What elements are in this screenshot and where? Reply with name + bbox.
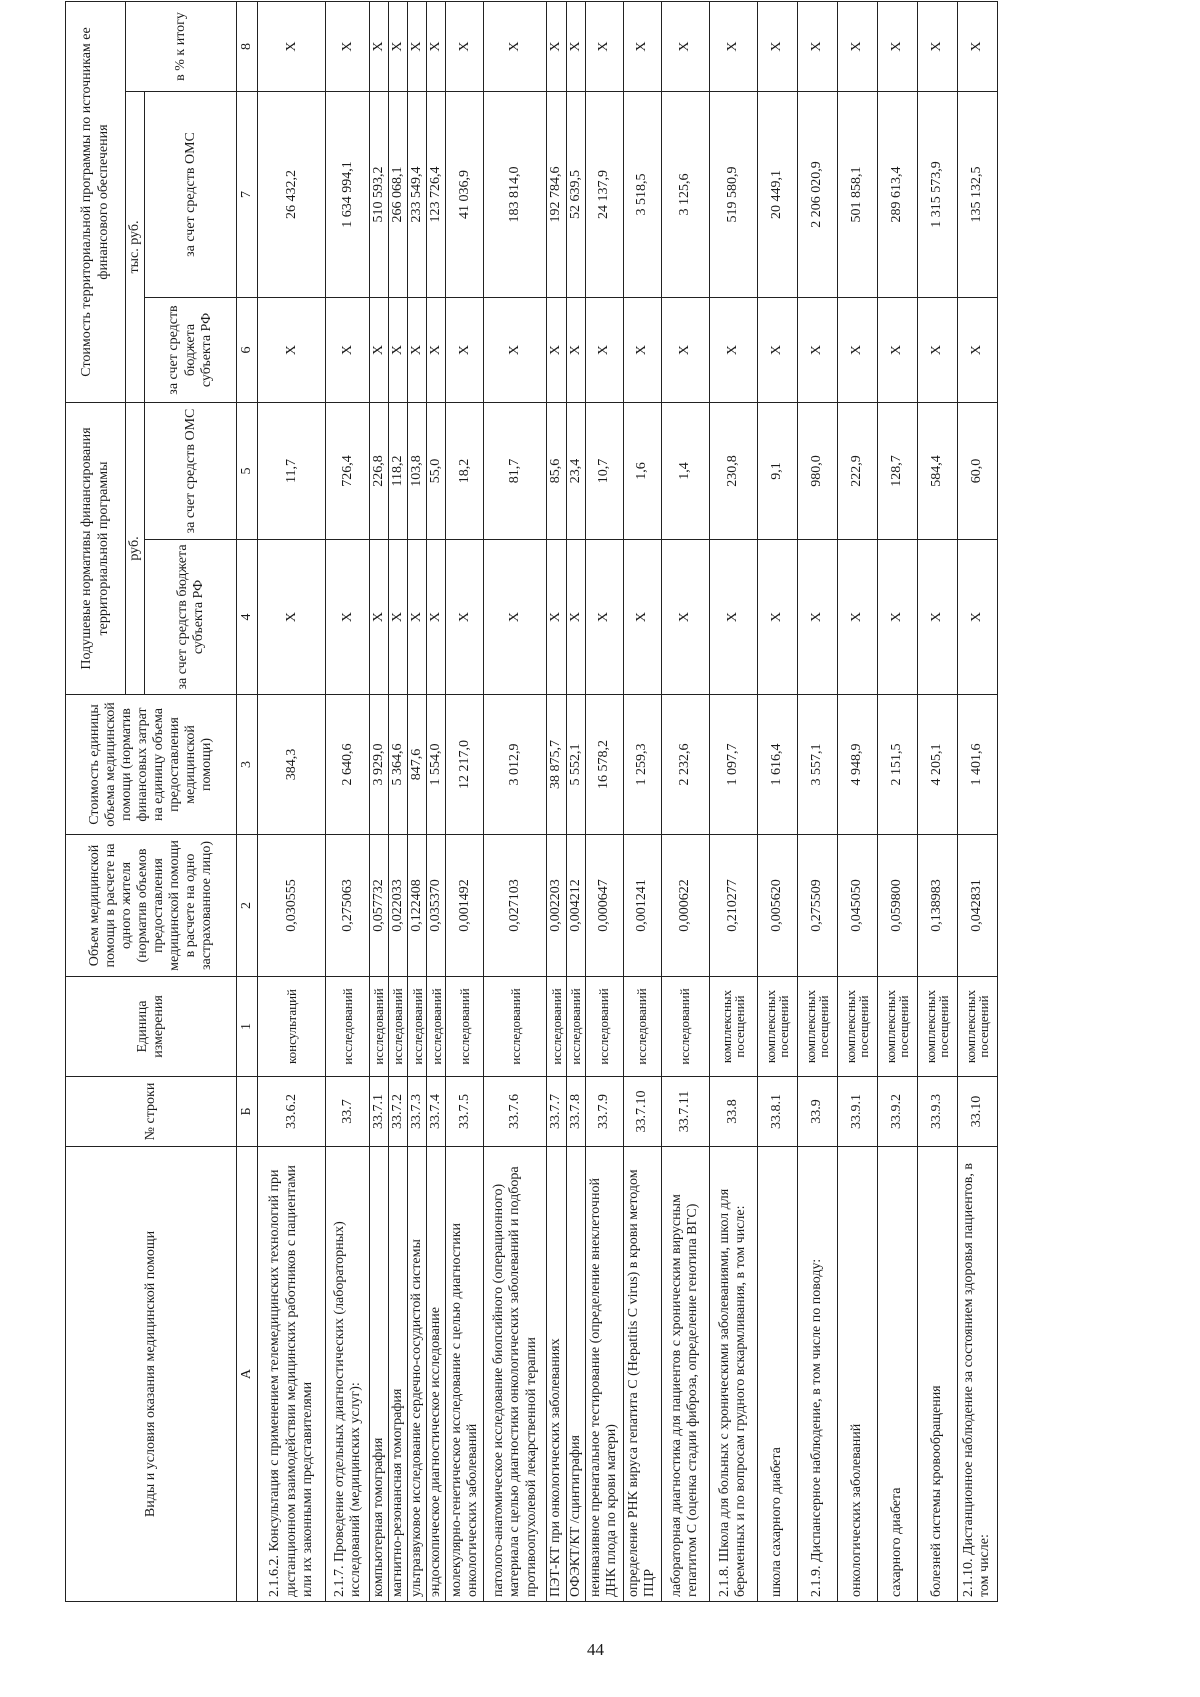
row-name: эндоскопическое диагностическое исследование — [427, 1147, 446, 1602]
row-name: сахарного диабета — [877, 1147, 917, 1602]
row-unit-cost: 12 217,0 — [446, 695, 484, 835]
table-row — [877, 1, 917, 1601]
program-cost-table — [65, 1, 998, 1602]
table-body — [258, 1, 998, 1601]
row-volume: 0,030555 — [258, 835, 326, 977]
row-line-number: 33.6.2 — [258, 1077, 326, 1147]
table-row — [484, 1, 547, 1601]
row-cost-budget: Х — [585, 298, 623, 403]
table-row — [837, 1, 877, 1601]
row-name: молекулярно-генетическое исследование с целью диагностики онкологических заболеваний — [446, 1147, 484, 1602]
row-norm-budget: Х — [370, 540, 389, 695]
row-cost-oms: 26 432,2 — [258, 92, 326, 298]
row-unit: консультаций — [258, 977, 326, 1077]
row-unit: комплексных посещений — [917, 977, 957, 1077]
header-percent: в % к итогу — [126, 1, 237, 91]
row-percent: Х — [917, 1, 957, 91]
row-volume: 0,004212 — [566, 835, 585, 977]
row-unit-cost: 3 929,0 — [370, 695, 389, 835]
row-norm-budget: Х — [547, 540, 566, 695]
row-cost-budget: Х — [837, 298, 877, 403]
row-norm-oms: 726,4 — [326, 403, 370, 540]
row-percent: Х — [446, 1, 484, 91]
table-row — [326, 1, 370, 1601]
row-line-number: 33.9.3 — [917, 1077, 957, 1147]
column-number: 8 — [237, 1, 258, 91]
row-cost-budget: Х — [427, 298, 446, 403]
row-percent: Х — [370, 1, 389, 91]
row-line-number: 33.7.5 — [446, 1077, 484, 1147]
row-norm-oms: 584,4 — [917, 403, 957, 540]
row-unit-cost: 1 554,0 — [427, 695, 446, 835]
table-row — [370, 1, 389, 1601]
row-volume: 0,138983 — [917, 835, 957, 977]
row-unit: исследований — [661, 977, 709, 1077]
row-unit-cost: 1 616,4 — [757, 695, 797, 835]
row-volume: 0,275509 — [797, 835, 837, 977]
table-row — [566, 1, 585, 1601]
table-row — [408, 1, 427, 1601]
row-unit-cost: 38 875,7 — [547, 695, 566, 835]
row-norm-oms: 226,8 — [370, 403, 389, 540]
column-number: 5 — [237, 403, 258, 540]
row-unit: комплексных посещений — [837, 977, 877, 1077]
row-cost-oms: 266 068,1 — [389, 92, 408, 298]
column-number: Б — [237, 1077, 258, 1147]
row-percent: Х — [661, 1, 709, 91]
row-percent: Х — [709, 1, 757, 91]
row-unit-cost: 1 401,6 — [957, 695, 997, 835]
row-cost-budget: Х — [566, 298, 585, 403]
row-name: болезней системы кровообращения — [917, 1147, 957, 1602]
row-line-number: 33.9.2 — [877, 1077, 917, 1147]
row-line-number: 33.7.11 — [661, 1077, 709, 1147]
row-norm-oms: 18,2 — [446, 403, 484, 540]
row-cost-budget: Х — [797, 298, 837, 403]
row-name: школа сахарного диабета — [757, 1147, 797, 1602]
row-norm-budget: Х — [757, 540, 797, 695]
column-number-row — [237, 1, 258, 1601]
row-name: определение РНК вируса гепатита С (Hepatitis C virus) в крови методом ПЦР — [623, 1147, 661, 1602]
row-volume: 0,005620 — [757, 835, 797, 977]
row-norm-oms: 85,6 — [547, 403, 566, 540]
row-name: патолого-анатомическое исследование биопсийного (операционного) материала с целью диагностики онкологических заболеваний и подбора противоопухолевой лекарственной терапии — [484, 1147, 547, 1602]
row-volume: 0,042831 — [957, 835, 997, 977]
row-norm-budget: Х — [837, 540, 877, 695]
row-norm-budget: Х — [585, 540, 623, 695]
row-volume: 0,022033 — [389, 835, 408, 977]
row-unit-cost: 5 552,1 — [566, 695, 585, 835]
row-cost-oms: 501 858,1 — [837, 92, 877, 298]
row-cost-budget: Х — [661, 298, 709, 403]
table-row — [623, 1, 661, 1601]
header-norm-budget: за счет средств бюджета субъекта РФ — [145, 540, 237, 695]
column-number: 3 — [237, 695, 258, 835]
row-cost-budget: Х — [370, 298, 389, 403]
row-unit-cost: 847,6 — [408, 695, 427, 835]
row-percent: Х — [585, 1, 623, 91]
row-cost-oms: 41 036,9 — [446, 92, 484, 298]
row-unit-cost: 2 640,6 — [326, 695, 370, 835]
row-line-number: 33.7.4 — [427, 1077, 446, 1147]
row-percent: Х — [547, 1, 566, 91]
table-row — [427, 1, 446, 1601]
row-line-number: 33.7.2 — [389, 1077, 408, 1147]
row-norm-oms: 118,2 — [389, 403, 408, 540]
row-norm-budget: Х — [661, 540, 709, 695]
row-cost-oms: 52 639,5 — [566, 92, 585, 298]
row-volume: 0,035370 — [427, 835, 446, 977]
row-norm-budget: Х — [709, 540, 757, 695]
row-cost-budget: Х — [877, 298, 917, 403]
row-percent: Х — [877, 1, 917, 91]
row-line-number: 33.7.7 — [547, 1077, 566, 1147]
row-norm-budget: Х — [917, 540, 957, 695]
row-line-number: 33.7.8 — [566, 1077, 585, 1147]
row-unit-cost: 4 205,1 — [917, 695, 957, 835]
row-cost-budget: Х — [389, 298, 408, 403]
table-row — [661, 1, 709, 1601]
column-number: 4 — [237, 540, 258, 695]
row-unit: исследований — [326, 977, 370, 1077]
header-cost-oms: за счет средств ОМС — [145, 92, 237, 298]
row-percent: Х — [837, 1, 877, 91]
header-group-cost: Стоимость территориальной программы по источникам ее финансового обеспечения — [66, 1, 126, 402]
table-row — [547, 1, 566, 1601]
row-unit-cost: 1 259,3 — [623, 695, 661, 835]
row-norm-oms: 222,9 — [837, 403, 877, 540]
row-volume: 0,000647 — [585, 835, 623, 977]
row-name: 2.1.8. Школа для больных с хроническими заболеваниями, школ для беременных и по вопросам грудного вскармливания, в том числе: — [709, 1147, 757, 1602]
row-percent: Х — [484, 1, 547, 91]
row-volume: 0,059800 — [877, 835, 917, 977]
row-unit-cost: 5 364,6 — [389, 695, 408, 835]
row-volume: 0,275063 — [326, 835, 370, 977]
row-percent: Х — [258, 1, 326, 91]
row-volume: 0,002203 — [547, 835, 566, 977]
row-cost-oms: 289 613,4 — [877, 92, 917, 298]
row-norm-oms: 103,8 — [408, 403, 427, 540]
row-line-number: 33.7.10 — [623, 1077, 661, 1147]
row-unit: комплексных посещений — [757, 977, 797, 1077]
row-norm-budget: Х — [484, 540, 547, 695]
row-cost-oms: 192 784,6 — [547, 92, 566, 298]
row-cost-oms: 519 580,9 — [709, 92, 757, 298]
column-number: 2 — [237, 835, 258, 977]
row-unit-cost: 2 151,5 — [877, 695, 917, 835]
row-unit: комплексных посещений — [709, 977, 757, 1077]
table-row — [917, 1, 957, 1601]
header-norm-oms: за счет средств ОМС — [145, 403, 237, 540]
row-cost-budget: Х — [484, 298, 547, 403]
row-unit-cost: 1 097,7 — [709, 695, 757, 835]
header-volume: Объем медицинской помощи в расчете на одного жителя (норматив объемов предоставления медицинской помощи в расчете на одно застрахованное лицо) — [66, 835, 237, 977]
row-percent: Х — [427, 1, 446, 91]
row-cost-budget: Х — [917, 298, 957, 403]
row-norm-budget: Х — [427, 540, 446, 695]
table-row — [757, 1, 797, 1601]
row-volume: 0,000622 — [661, 835, 709, 977]
row-name: неинвазивное пренатальное тестирование (определение внеклеточной ДНК плода по крови матери) — [585, 1147, 623, 1602]
row-norm-oms: 1,4 — [661, 403, 709, 540]
row-norm-budget: Х — [408, 540, 427, 695]
row-cost-budget: Х — [258, 298, 326, 403]
row-percent: Х — [408, 1, 427, 91]
row-volume: 0,001492 — [446, 835, 484, 977]
row-norm-oms: 1,6 — [623, 403, 661, 540]
row-norm-oms: 10,7 — [585, 403, 623, 540]
row-norm-oms: 81,7 — [484, 403, 547, 540]
row-line-number: 33.7.3 — [408, 1077, 427, 1147]
row-unit: исследований — [408, 977, 427, 1077]
row-percent: Х — [757, 1, 797, 91]
table-row — [709, 1, 757, 1601]
row-percent: Х — [623, 1, 661, 91]
row-cost-oms: 1 315 573,9 — [917, 92, 957, 298]
row-norm-budget: Х — [446, 540, 484, 695]
row-norm-budget: Х — [566, 540, 585, 695]
header-group-normatives: Подушевые нормативы финансирования территориальной программы — [66, 403, 126, 695]
column-number: 7 — [237, 92, 258, 298]
row-name: лабораторная диагностика для пациентов с хроническим вирусным гепатитом С (оценка стадии фиброза, определение генотипа ВГС) — [661, 1147, 709, 1602]
row-cost-oms: 183 814,0 — [484, 92, 547, 298]
row-cost-budget: Х — [623, 298, 661, 403]
row-cost-oms: 3 125,6 — [661, 92, 709, 298]
table-header — [66, 1, 258, 1601]
row-line-number: 33.7.1 — [370, 1077, 389, 1147]
row-norm-oms: 128,7 — [877, 403, 917, 540]
row-norm-oms: 9,1 — [757, 403, 797, 540]
row-cost-budget: Х — [957, 298, 997, 403]
row-unit: исследований — [370, 977, 389, 1077]
header-unit-cost: Стоимость единицы объема медицинской помощи (норматив финансовых затрат на единицу объема предоставления медицинской помощи) — [66, 695, 237, 835]
row-volume: 0,210277 — [709, 835, 757, 977]
row-norm-budget: Х — [258, 540, 326, 695]
row-unit: исследований — [566, 977, 585, 1077]
row-cost-budget: Х — [326, 298, 370, 403]
column-number: 6 — [237, 298, 258, 403]
table-row — [797, 1, 837, 1601]
header-cost-budget: за счет средств бюджета субъекта РФ — [145, 298, 237, 403]
row-cost-budget: Х — [709, 298, 757, 403]
row-norm-budget: Х — [389, 540, 408, 695]
table-row — [258, 1, 326, 1601]
row-norm-oms: 230,8 — [709, 403, 757, 540]
row-name: 2.1.6.2. Консультация с применением телемедицинских технологий при дистанционном взаимодействии медицинских работников с пациентами или их законными представителями — [258, 1147, 326, 1602]
row-unit-cost: 16 578,2 — [585, 695, 623, 835]
row-unit: исследований — [623, 977, 661, 1077]
row-volume: 0,122408 — [408, 835, 427, 977]
row-line-number: 33.8 — [709, 1077, 757, 1147]
row-cost-budget: Х — [408, 298, 427, 403]
row-norm-oms: 55,0 — [427, 403, 446, 540]
header-unit: Единица измерения — [66, 977, 237, 1077]
header-care-type: Виды и условия оказания медицинской помощи — [66, 1147, 237, 1602]
row-norm-oms: 980,0 — [797, 403, 837, 540]
row-unit: исследований — [585, 977, 623, 1077]
header-line-number: № строки — [66, 1077, 237, 1147]
row-unit: исследований — [427, 977, 446, 1077]
row-line-number: 33.8.1 — [757, 1077, 797, 1147]
header-unit-thous-rub: тыс. руб. — [126, 92, 145, 403]
row-unit-cost: 384,3 — [258, 695, 326, 835]
table-row — [446, 1, 484, 1601]
row-line-number: 33.9 — [797, 1077, 837, 1147]
row-volume: 0,001241 — [623, 835, 661, 977]
row-line-number: 33.10 — [957, 1077, 997, 1147]
row-cost-oms: 123 726,4 — [427, 92, 446, 298]
row-unit: исследований — [484, 977, 547, 1077]
row-name: ОФЭКТ/КТ /сцинтиграфия — [566, 1147, 585, 1602]
row-name: ПЭТ-КТ при онкологических заболеваниях — [547, 1147, 566, 1602]
row-unit-cost: 4 948,9 — [837, 695, 877, 835]
row-line-number: 33.7 — [326, 1077, 370, 1147]
row-name: компьютерная томография — [370, 1147, 389, 1602]
row-line-number: 33.7.6 — [484, 1077, 547, 1147]
row-norm-budget: Х — [797, 540, 837, 695]
table-row — [957, 1, 997, 1601]
row-unit: комплексных посещений — [877, 977, 917, 1077]
row-cost-oms: 2 206 020,9 — [797, 92, 837, 298]
row-cost-oms: 135 132,5 — [957, 92, 997, 298]
row-cost-oms: 1 634 994,1 — [326, 92, 370, 298]
row-cost-budget: Х — [446, 298, 484, 403]
row-percent: Х — [566, 1, 585, 91]
row-cost-oms: 510 593,2 — [370, 92, 389, 298]
row-volume: 0,027103 — [484, 835, 547, 977]
row-percent: Х — [957, 1, 997, 91]
row-percent: Х — [389, 1, 408, 91]
row-cost-budget: Х — [757, 298, 797, 403]
row-unit: комплексных посещений — [957, 977, 997, 1077]
row-unit: комплексных посещений — [797, 977, 837, 1077]
header-unit-rub: руб. — [126, 403, 145, 695]
row-unit-cost: 3 012,9 — [484, 695, 547, 835]
row-norm-oms: 60,0 — [957, 403, 997, 540]
row-unit: исследований — [547, 977, 566, 1077]
row-norm-budget: Х — [877, 540, 917, 695]
row-name: 2.1.9. Диспансерное наблюдение, в том числе по поводу: — [797, 1147, 837, 1602]
row-name: ультразвуковое исследование сердечно-сосудистой системы — [408, 1147, 427, 1602]
row-cost-budget: Х — [547, 298, 566, 403]
row-percent: Х — [797, 1, 837, 91]
row-name: 2.1.10. Дистанционное наблюдение за состоянием здоровья пациентов, в том числе: — [957, 1147, 997, 1602]
row-line-number: 33.9.1 — [837, 1077, 877, 1147]
column-number: А — [237, 1147, 258, 1602]
row-volume: 0,045050 — [837, 835, 877, 977]
row-norm-oms: 11,7 — [258, 403, 326, 540]
row-percent: Х — [326, 1, 370, 91]
row-norm-oms: 23,4 — [566, 403, 585, 540]
column-number: 1 — [237, 977, 258, 1077]
row-line-number: 33.7.9 — [585, 1077, 623, 1147]
row-volume: 0,057732 — [370, 835, 389, 977]
table-row — [389, 1, 408, 1601]
row-name: магнитно-резонансная томография — [389, 1147, 408, 1602]
row-name: 2.1.7. Проведение отдельных диагностических (лабораторных) исследований (медицинских услуг): — [326, 1147, 370, 1602]
row-unit-cost: 3 557,1 — [797, 695, 837, 835]
row-cost-oms: 24 137,9 — [585, 92, 623, 298]
table-row — [585, 1, 623, 1601]
row-unit: исследований — [389, 977, 408, 1077]
row-cost-oms: 20 449,1 — [757, 92, 797, 298]
row-cost-oms: 3 518,5 — [623, 92, 661, 298]
row-unit-cost: 2 232,6 — [661, 695, 709, 835]
row-norm-budget: Х — [957, 540, 997, 695]
row-unit: исследований — [446, 977, 484, 1077]
row-cost-oms: 233 549,4 — [408, 92, 427, 298]
row-norm-budget: Х — [623, 540, 661, 695]
row-norm-budget: Х — [326, 540, 370, 695]
page-number: 44 — [587, 1640, 604, 1659]
row-name: онкологических заболеваний — [837, 1147, 877, 1602]
